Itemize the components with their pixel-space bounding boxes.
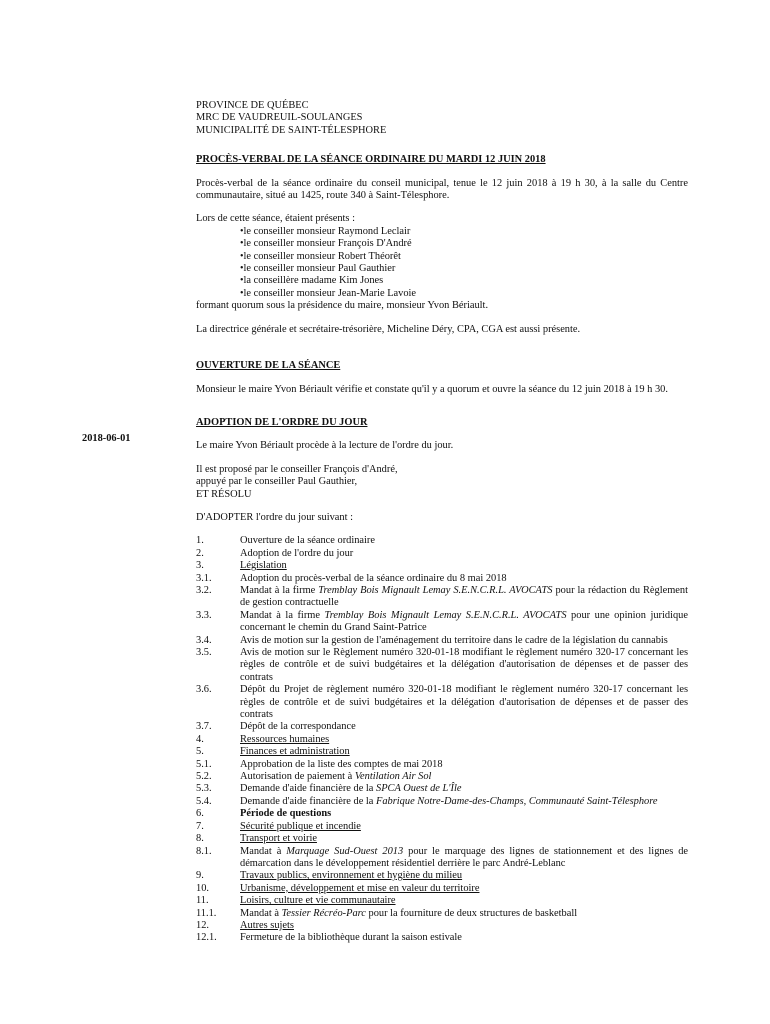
agenda-text-segment: Mandat à [240,907,282,919]
attendee-item: • le conseiller monsieur Robert Théorêt [240,251,688,263]
attendee-item: • le conseiller monsieur François D'André [240,238,688,250]
agenda-number: 11. [196,895,209,907]
agenda-number: 5.2. [196,771,212,783]
agenda-text-segment: Marquage Sud-Ouest 2013 [286,845,404,857]
agenda-number: 3.6. [196,684,212,696]
agenda-text [240,870,688,882]
present-intro: Lors de cette séance, étaient présents : [196,213,355,225]
agenda-row [196,895,688,907]
agenda-text-segment: Travaux publics, environnement et hygiène du milieu [240,870,463,882]
agenda-row [196,573,688,585]
agenda-text-segment: Loisirs, culture et vie communautaire [240,895,396,907]
agenda-number: 8.1. [196,845,212,857]
agenda-row [196,932,688,944]
agenda-text-segment: Législation [240,560,287,572]
intro-paragraph: Procès-verbal de la séance ordinaire du conseil municipal, tenue le 12 juin 2018 à 19 h 30, à la salle du Centre communautaire, situé au 1425, route 340 à Saint-Télesphore. [196,177,688,202]
agenda-text-segment: Fabrique Notre-Dame-des-Champs, Communauté Saint-Télesphore [376,795,658,807]
header-block [196,100,688,137]
adoption-reading: Le maire Yvon Bériault procède à la lecture de l'ordre du jour. [196,440,454,452]
agenda-text-segment: Dépôt de la correspondance [240,721,356,733]
opening-title: OUVERTURE DE LA SÉANCE [196,360,341,372]
agenda-row [196,833,688,845]
agenda-text [240,821,688,833]
agenda-text-segment: Période de questions [240,808,332,820]
header-province: PROVINCE DE QUÉBEC [196,100,309,111]
agenda-number: 2. [196,547,204,559]
agenda-text-segment: Mandat à la firme [240,609,325,621]
agenda-text-segment: Sécurité publique et incendie [240,820,361,832]
agenda-text-segment: Adoption de l'ordre du jour [240,547,354,559]
agenda-text [240,734,688,746]
agenda-text-segment: pour une opinion juridique concernant le chemin du Grand Saint-Patrice [240,609,688,634]
agenda-text [240,585,688,610]
agenda-number: 3.7. [196,721,212,733]
agenda-number: 1. [196,535,204,547]
agenda-text [240,895,688,907]
agenda-text-segment: Transport et voirie [240,833,317,845]
agenda-table [196,535,688,944]
agenda-text-segment: pour la fourniture de deux structures de basketball [365,907,578,919]
agenda-row [196,908,688,920]
quorum-text: formant quorum sous la présidence du maire, monsieur Yvon Bériault. [196,300,489,312]
agenda-number: 3.3. [196,609,212,621]
document-body [196,100,688,945]
agenda-number: 4. [196,733,204,745]
agenda-text-segment: Tessier Récréo-Parc [281,907,366,919]
agenda-text [240,908,688,920]
agenda-number: 9. [196,870,204,882]
agenda-text [240,932,688,944]
agenda-text-segment: Ventilation Air Sol [354,771,432,783]
agenda-number: 5.1. [196,758,212,770]
agenda-text-segment: Urbanisme, développement et mise en valeur du territoire [240,882,480,894]
agenda-row [196,920,688,932]
agenda-text-segment: Ouverture de la séance ordinaire [240,535,376,547]
agenda-text-segment: Mandat à la firme [240,584,319,596]
agenda-row [196,783,688,795]
agenda-number: 6. [196,808,204,820]
agenda-row [196,610,688,635]
agenda-text-segment: pour le marquage des lignes de stationnement et des lignes de démarcation dans le développement résidentiel derrière le parc André-Leblanc [240,845,689,869]
agenda-row [196,746,688,758]
agenda-row [196,635,688,647]
director-text: La directrice générale et secrétaire-trésorière, Micheline Déry, CPA, CGA est aussi présente. [196,323,581,335]
agenda-number: 5. [196,746,204,758]
agenda-row [196,585,688,610]
opening-text: Monsieur le maire Yvon Bériault vérifie et constate qu'il y a quorum et ouvre la séance du 12 juin 2018 à 19 h 30. [196,383,668,395]
document-title: PROCÈS-VERBAL DE LA SÉANCE ORDINAIRE DU MARDI 12 JUIN 2018 [196,154,546,166]
agenda-text [240,548,688,560]
agenda-row [196,759,688,771]
agenda-text-segment: Dépôt du Projet de règlement numéro 320-01-18 modifiant le règlement numéro 320-17 concernant les règles de contrôle et de suivi budgétaires et la délégation d'autorisation de dépenses et de passer des contrats [240,684,688,721]
agenda-row [196,647,688,684]
agenda-text [240,920,688,932]
attendee-item: • le conseiller monsieur Jean-Marie Lavoie [240,288,688,300]
agenda-text [240,560,688,572]
agenda-row [196,846,688,871]
agenda-text-segment: Autorisation de paiement à [240,771,355,783]
agenda-text-segment: Demande d'aide financière de la [240,783,377,795]
seconded-by: appuyé par le conseiller Paul Gauthier, [196,476,358,488]
agenda-text-segment: Fermeture de la bibliothèque durant la saison estivale [240,932,462,944]
agenda-row [196,721,688,733]
agenda-row [196,796,688,808]
agenda-text [240,759,688,771]
agenda-text-segment: Avis de motion sur le Règlement numéro 320-01-18 modifiant le règlement numéro 320-17 concernant les règles de contrôle et de suivi budgétaires et la délégation d'autorisation de dépenses et de passer des contrats [240,647,688,683]
attendee-item: • le conseiller monsieur Paul Gauthier [240,263,688,275]
agenda-text [240,684,688,721]
agenda-number: 7. [196,820,204,832]
agenda-row [196,734,688,746]
agenda-text [240,846,688,871]
agenda-row [196,684,688,721]
agenda-text-segment: Avis de motion sur la gestion de l'aménagement du territoire dans le cadre de la législation du cannabis [240,634,668,646]
agenda-number: 3.4. [196,634,212,646]
agenda-text [240,771,688,783]
agenda-number: 3. [196,560,204,572]
agenda-text [240,573,688,585]
agenda-text [240,610,688,635]
agenda-text [240,647,688,684]
agenda-row [196,548,688,560]
attendee-item: • la conseillère madame Kim Jones [240,275,688,287]
agenda-row [196,771,688,783]
agenda-row [196,560,688,572]
agenda-number: 12.1. [196,932,217,944]
moved-by: Il est proposé par le conseiller François d'André, [196,463,398,475]
agenda-number: 10. [196,882,209,894]
agenda-text [240,808,688,820]
agenda-text-segment: Tremblay Bois Mignault Lemay S.E.N.C.R.L. AVOCATS [318,584,553,596]
agenda-text-segment: Adoption du procès-verbal de la séance ordinaire du 8 mai 2018 [240,572,507,584]
agenda-number: 11.1. [196,907,217,919]
agenda-number: 12. [196,919,209,931]
agenda-text [240,783,688,795]
agenda-number: 3.5. [196,647,212,658]
agenda-row [196,808,688,820]
agenda-text-segment: Ressources humaines [240,733,330,745]
adopt-statement: D'ADOPTER l'ordre du jour suivant : [196,511,353,523]
resolution-number: 2018-06-01 [82,433,131,444]
agenda-text-segment: Autres sujets [240,919,294,931]
agenda-text-segment: Approbation de la liste des comptes de mai 2018 [240,758,443,770]
agenda-number: 5.3. [196,783,212,795]
agenda-text [240,833,688,845]
agenda-text-segment: Tremblay Bois Mignault Lemay S.E.N.C.R.L. AVOCATS [324,609,567,621]
agenda-text [240,635,688,647]
agenda-row [196,883,688,895]
agenda-text [240,796,688,808]
agenda-row [196,870,688,882]
agenda-text-segment: SPCA Ouest de L'Île [376,783,462,795]
agenda-text [240,721,688,733]
agenda-text-segment: Mandat à [240,845,287,857]
agenda-row [196,821,688,833]
header-mrc: MRC DE VAUDREUIL-SOULANGES [196,112,363,124]
agenda-row [196,535,688,547]
header-municipality: MUNICIPALITÉ DE SAINT-TÉLESPHORE [196,124,387,136]
resolved: ET RÉSOLU [196,488,252,500]
agenda-number: 3.1. [196,572,212,584]
agenda-text-segment: pour la rédaction du Règlement de gestion contractuelle [240,584,689,609]
agenda-text [240,746,688,758]
attendee-list [196,226,688,300]
agenda-number: 5.4. [196,795,212,807]
agenda-number: 8. [196,833,204,845]
agenda-text [240,883,688,895]
agenda-text-segment: Finances et administration [240,746,350,758]
agenda-number: 3.2. [196,584,212,596]
agenda-text-segment: Demande d'aide financière de la [240,795,377,807]
adoption-title: ADOPTION DE L'ORDRE DU JOUR [196,416,368,428]
agenda-text [240,535,688,547]
attendee-item: • le conseiller monsieur Raymond Leclair [240,226,688,238]
